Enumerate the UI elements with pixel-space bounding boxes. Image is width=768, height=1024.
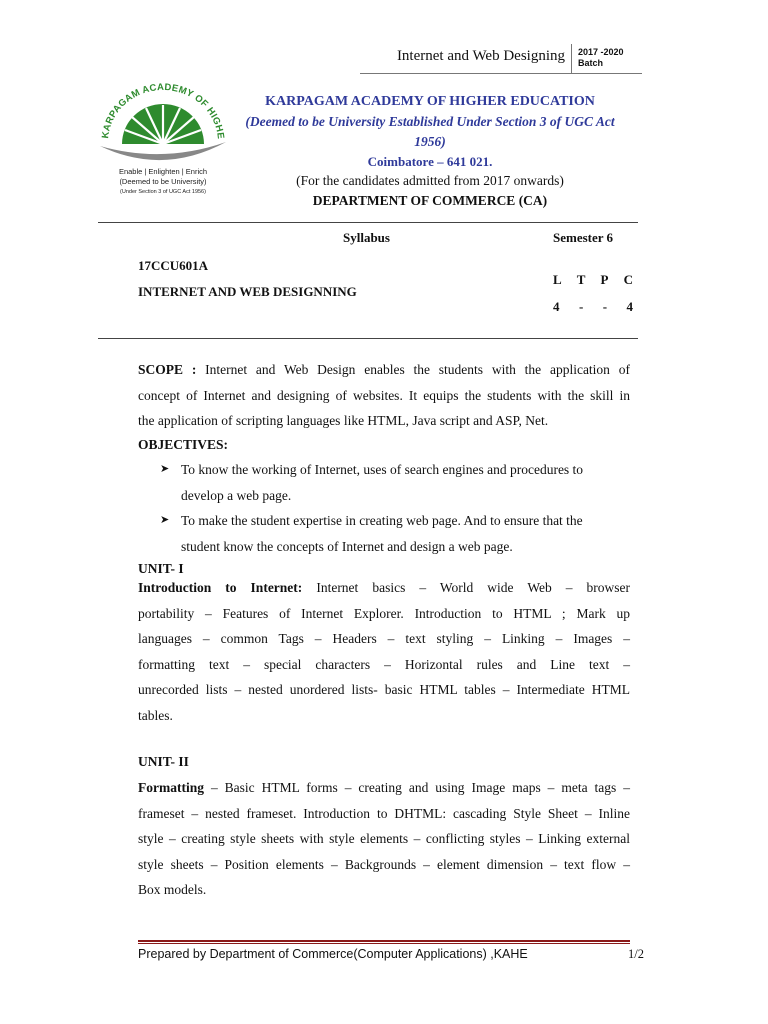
ltpc-values: [553, 299, 633, 315]
ltpc-header-t: T: [576, 272, 586, 287]
objective-1-line-1: To know the working of Internet, uses of search engines and procedures to: [181, 462, 584, 477]
ltpc-value-t: -: [578, 299, 584, 314]
unit-2-line-3: style – creating style sheets with style elements – conflicting styles – Linking external: [138, 831, 630, 846]
ltpc-header-c: C: [623, 272, 633, 287]
header-rule: [360, 73, 642, 74]
ltpc-header-p: P: [600, 272, 609, 287]
unit-1-heading: UNIT- I: [138, 561, 184, 576]
ltpc-value-l: 4: [553, 299, 560, 314]
course-code: 17CCU601A: [138, 258, 209, 273]
institution-city: Coimbatore – 641 021.: [367, 154, 493, 169]
section-rule-top: [98, 222, 638, 223]
unit-2-line-1: Formatting – Basic HTML forms – creating and using Image maps – meta tags –: [138, 780, 630, 795]
svg-text:(Under Section 3 of UGC Act 19: (Under Section 3 of UGC Act 1956): [120, 189, 206, 195]
arrow-bullet-icon: ➤: [160, 514, 170, 526]
ltpc-value-p: -: [602, 299, 608, 314]
unit-2-line-5: Box models.: [138, 882, 207, 897]
batch-years: 2017 -2020: [578, 47, 624, 57]
institution-name: KARPAGAM ACADEMY OF HIGHER EDUCATION: [265, 94, 595, 109]
unit-2-heading: UNIT- II: [138, 754, 189, 769]
unit-1-lead: Introduction to Internet:: [138, 580, 303, 595]
syllabus-label: Syllabus: [343, 230, 390, 245]
scope-paragraph: [138, 357, 630, 434]
svg-text:(Deemed to be University): (Deemed to be University): [119, 177, 207, 186]
page-number: 1/2: [628, 947, 644, 961]
objective-item: [160, 508, 630, 560]
section-rule-bottom: [98, 338, 638, 339]
institution-logo: [86, 80, 240, 200]
ltpc-value-c: 4: [626, 299, 633, 314]
institution-block: [230, 92, 630, 212]
unit-1-line-1: Introduction to Internet: Internet basics – World wide Web – browser: [138, 580, 631, 595]
scope-line-3: the application of scripting languages like HTML, Java script and ASP, Net.: [138, 413, 549, 428]
objective-item: [160, 457, 630, 509]
unit-2-lead: Formatting: [138, 780, 204, 795]
objective-2-line-1: To make the student expertise in creating web page. And to ensure that the: [181, 513, 583, 528]
unit-1-line-3: languages – common Tags – Headers – text styling – Linking – Images –: [138, 631, 630, 646]
arrow-bullet-icon: ➤: [160, 463, 170, 475]
unit-2-line-2: frameset – nested frameset. Introduction to DHTML: cascading Style Sheet – Inline: [138, 805, 630, 821]
institution-subtitle-2: 1956): [414, 134, 446, 149]
semester-label: Semester 6: [553, 230, 614, 245]
ltpc-headers: [553, 272, 633, 288]
unit-2-paragraph: [138, 775, 630, 903]
footer-rule-thin: [138, 943, 630, 944]
footer-prepared-by: Prepared by Department of Commerce(Computer Applications) ,KAHE: [138, 947, 528, 961]
unit-1-line-5: unrecorded lists – nested unordered lists- basic HTML tables – Intermediate HTML: [138, 682, 630, 697]
batch-label: [578, 47, 624, 69]
objective-2-line-2: student know the concepts of Internet and design a web page.: [181, 538, 513, 554]
scope-line-1: SCOPE : Internet and Web Design enables the students with the application of: [138, 362, 630, 377]
scope-line-2: concept of Internet and designing of websites. It equips the students with the skill in: [138, 387, 630, 403]
objective-1-line-2: develop a web page.: [181, 487, 292, 503]
logo-emblem-icon: [86, 80, 240, 200]
unit-2-line-4: style sheets – Position elements – Backgrounds – element dimension – text flow –: [138, 856, 630, 872]
unit-1-paragraph: [138, 575, 630, 728]
department-name: DEPARTMENT OF COMMERCE (CA): [312, 193, 548, 208]
course-title: INTERNET AND WEB DESIGNNING: [138, 284, 357, 299]
svg-text:Enable | Enlighten | Enrich: Enable | Enlighten | Enrich: [118, 167, 208, 176]
batch-word: Batch: [578, 58, 604, 68]
candidates-note: (For the candidates admitted from 2017 onwards): [296, 173, 564, 188]
scope-label: SCOPE :: [138, 362, 197, 377]
header-divider: [571, 44, 572, 73]
institution-subtitle-1: (Deemed to be University Established Under Section 3 of UGC Act: [245, 114, 615, 129]
running-header-title: Internet and Web Designing: [396, 48, 565, 64]
unit-1-line-4: formatting text – special characters – Horizontal rules and Line text –: [138, 656, 630, 672]
svg-text:KARPAGAM ACADEMY OF HIGHER EDU: KARPAGAM ACADEMY OF HIGHE: [100, 81, 226, 140]
footer-rule-thick: [138, 940, 630, 942]
unit-1-line-2: portability – Features of Internet Explorer. Introduction to HTML ; Mark up: [138, 605, 630, 621]
unit-1-line-6: tables.: [138, 707, 173, 723]
ltpc-header-l: L: [553, 272, 562, 287]
objectives-heading: OBJECTIVES:: [138, 437, 229, 452]
